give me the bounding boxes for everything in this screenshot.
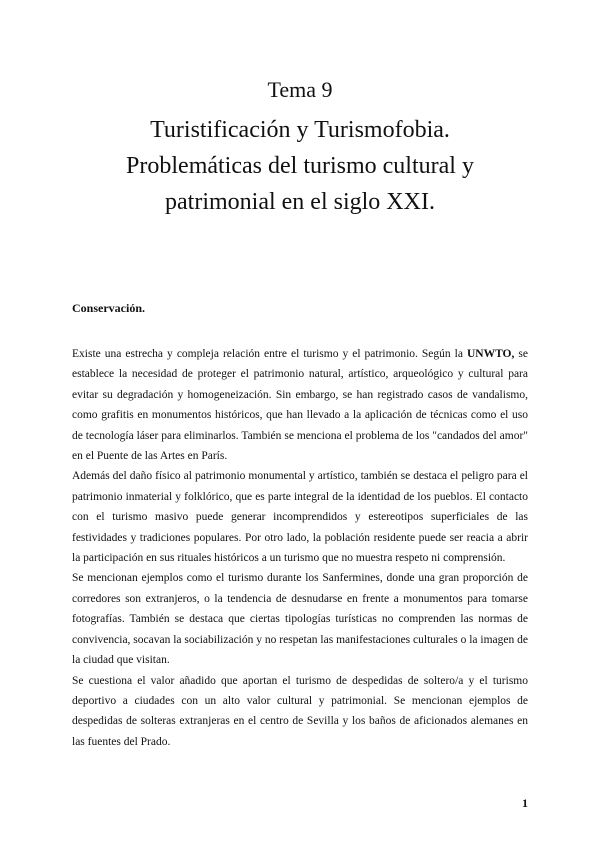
title-line-2: Problemáticas del turismo cultural y — [126, 153, 474, 179]
page-number: 1 — [522, 796, 528, 810]
paragraph-3: Se mencionan ejemplos como el turismo durante los Sanfermines, donde una gran proporción de corredores son extranjeros, o la tendencia de desnudarse en frente a monumentos para tomarse fotografías. También se destaca que ciertas tipologías turísticas no comprenden las normas de convivencia, socavan la sociabilización y no respetan las manifestaciones culturales o la imagen de la ciudad que visitan. — [72, 572, 528, 667]
section-heading: Conservación. — [72, 301, 145, 315]
title-line-1: Turistificación y Turismofobia. — [150, 117, 450, 143]
paragraph-4: Se cuestiona el valor añadido que aportan el turismo de despedidas de soltero/a y el turismo deportivo a ciudades con un alto valor cultural y patrimonial. Se mencionan ejemplos de despedidas de solteras extranjeras en el centro de Sevilla y los baños de aficionados alemanes en las fuentes del Prado. — [72, 674, 528, 748]
paragraph-1-start: Existe una estrecha y compleja relación entre el turismo y el patrimonio. Según la — [72, 348, 467, 360]
unwto-bold: UNWTO, — [466, 348, 515, 360]
paragraph-2: Además del daño físico al patrimonio monumental y artístico, también se destaca el peligro para el patrimonio inmaterial y folklórico, que es parte integral de la identidad de los pueblos. El contacto con el turismo masivo puede generar incomprendidos y estereotipos superficiales de las festividades y tradiciones populares. Por otro lado, la población residente puede ser reacia a abrir la participación en sus rituales históricos a un turismo que no muestra respeto ni comprensión. — [72, 470, 528, 565]
title-line-3: patrimonial en el siglo XXI. — [165, 189, 435, 215]
topic-number: Tema 9 — [267, 77, 333, 102]
paragraph-1 — [72, 344, 528, 466]
title-block — [40, 72, 560, 220]
paragraph-1-rest: se establece la necesidad de proteger el patrimonio natural, artístico, arqueológico y cultural para evitar su degradación y homogeneización. Sin embargo, se han registrado casos de vandalismo, como grafitis en monumentos históricos, que han llevado a la aplicación de técnicas como el uso de tecnología láser para eliminarlos. También se menciona el problema de los "candados del amor" en el Puente de las Artes en París. — [72, 348, 528, 463]
body-text — [72, 344, 528, 752]
